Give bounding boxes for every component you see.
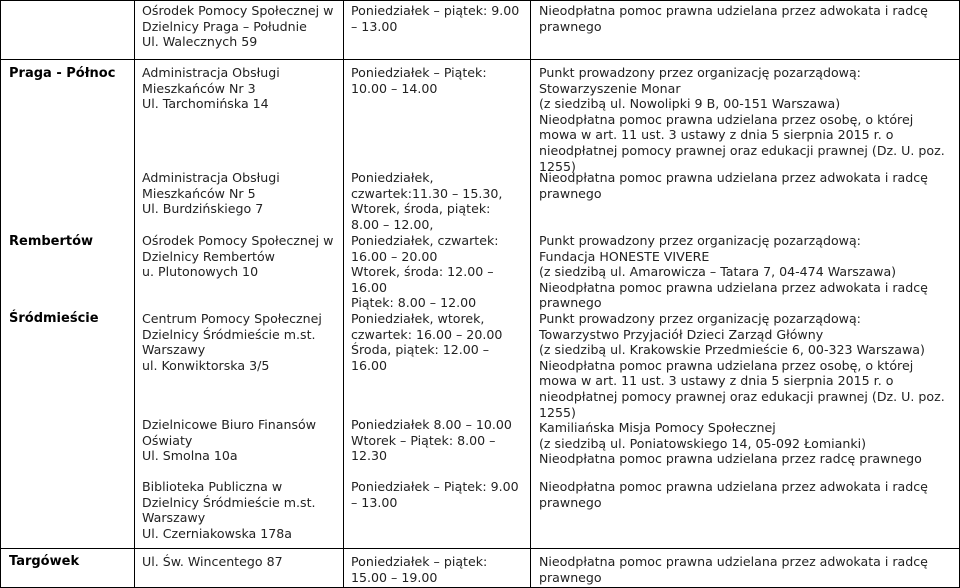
description-cell: Nieodpłatna pomoc prawna udzielana przez adwokata i radcę prawnego [539, 3, 928, 34]
description-cell: Nieodpłatna pomoc prawna udzielana przez adwokata i radcę prawnego [539, 479, 928, 510]
column-divider [343, 0, 344, 588]
hours-cell: Poniedziałek – piątek: 15.00 – 19.00 [351, 554, 488, 585]
hours-cell: Poniedziałek – Piątek: 9.00 – 13.00 [351, 479, 519, 510]
column-divider [134, 0, 135, 588]
district-srodmiescie: Śródmieście [9, 311, 99, 326]
hours-cell: Poniedziałek, czwartek:11.30 – 15.30, Wtorek, środa, piątek: 8.00 – 12.00, [351, 170, 503, 232]
description-cell: Punkt prowadzony przez organizację pozarządową: Fundacja HONESTE VIVERE (z siedzibą ul. Amarowicza – Tatara 7, 04-474 Warszawa) Nieodpłatna pomoc prawna udzielana przez adwokata i radcę prawnego [539, 233, 928, 311]
hours-cell: Poniedziałek, wtorek, czwartek: 16.00 – 20.00 Środa, piątek: 12.00 – 16.00 [351, 311, 503, 373]
hours-cell: Poniedziałek – piątek: 9.00 – 13.00 [351, 3, 520, 34]
table-border-top [0, 0, 960, 1]
column-divider [0, 0, 1, 588]
description-cell: Punkt prowadzony przez organizację pozarządową: Stowarzyszenie Monar (z siedzibą ul. Nowolipki 9 B, 00-151 Warszawa) Nieodpłatna pomoc prawna udzielana przez osobę, o której mowa w art. 11 ust. 3 ustawy z dnia 5 sierpnia 2015 r. o nieodpłatnej pomocy prawnej oraz edukacji prawnej (Dz. U. poz. 1255) [539, 65, 945, 174]
hours-cell: Poniedziałek 8.00 – 10.00 Wtorek – Piątek: 8.00 – 12.30 [351, 417, 512, 464]
institution-cell: Administracja Obsługi Mieszkańców Nr 5 Ul. Burdzińskiego 7 [142, 170, 280, 217]
institution-cell: Ul. Św. Wincentego 87 [142, 554, 283, 569]
district-targowek: Targówek [9, 554, 80, 569]
description-cell: Punkt prowadzony przez organizację pozarządową: Towarzystwo Przyjaciół Dzieci Zarząd Główny (z siedzibą ul. Krakowskie Przedmieście 6, 00-323 Warszawa) Nieodpłatna pomoc prawna udzielana przez osobę, o której mowa w art. 11 ust. 3 ustawy z dnia 5 sierpnia 2015 r. o nieodpłatnej pomocy prawnej oraz edukacji prawnej (Dz. U. poz. 1255) Kamiliańska Misja Pomocy Społecznej (z siedzibą ul. Poniatowskiego 14, 05-092 Łomianki) Nieodpłatna pomoc prawna udzielana przez radcę prawnego [539, 311, 945, 467]
row-divider [0, 59, 960, 60]
description-cell: Nieodpłatna pomoc prawna udzielana przez adwokata i radcę prawnego [539, 170, 928, 201]
district-praga-polnoc: Praga - Północ [9, 66, 116, 81]
institution-cell: Centrum Pomocy Społecznej Dzielnicy Śródmieście m.st. Warszawy ul. Konwiktorska 3/5 [142, 311, 322, 373]
hours-cell: Poniedziałek – Piątek: 10.00 – 14.00 [351, 65, 487, 96]
institution-cell: Dzielnicowe Biuro Finansów Oświaty Ul. Smolna 10a [142, 417, 317, 464]
row-divider [0, 548, 960, 549]
description-cell: Nieodpłatna pomoc prawna udzielana przez adwokata i radcę prawnego [539, 554, 928, 585]
hours-cell: Poniedziałek, czwartek: 16.00 – 20.00 Wtorek, środa: 12.00 – 16.00 Piątek: 8.00 – 12.00 [351, 233, 499, 311]
column-divider [530, 0, 531, 588]
institution-cell: Ośrodek Pomocy Społecznej w Dzielnicy Praga – Południe Ul. Walecznych 59 [142, 3, 334, 50]
institution-cell: Biblioteka Publiczna w Dzielnicy Śródmieście m.st. Warszawy Ul. Czerniakowska 178a [142, 479, 316, 541]
district-rembertow: Rembertów [9, 234, 94, 249]
institution-cell: Ośrodek Pomocy Społecznej w Dzielnicy Rembertów u. Plutonowych 10 [142, 233, 334, 280]
institution-cell: Administracja Obsługi Mieszkańców Nr 3 Ul. Tarchomińska 14 [142, 65, 280, 112]
